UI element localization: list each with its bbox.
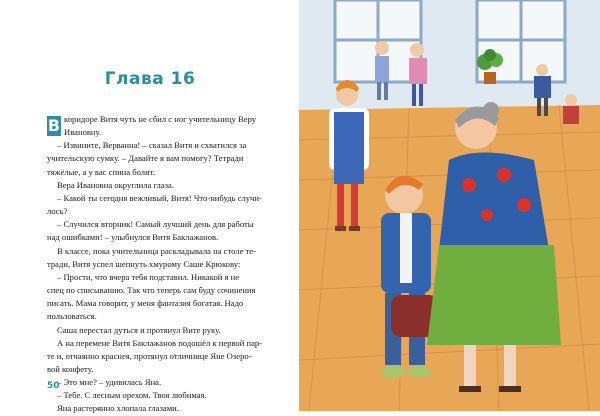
paragraph-line: пользоваться. bbox=[47, 311, 97, 322]
page-number: 50 bbox=[47, 381, 60, 391]
paragraph-line: писать. Мама говорит, у меня фантазия богатая. Надо bbox=[47, 298, 244, 309]
paragraph-line: вой конфету. bbox=[47, 363, 94, 374]
paragraph-line: лось? bbox=[47, 206, 68, 217]
drop-cap: В bbox=[47, 116, 61, 135]
paragraph-line: – Случился вторник! Самый лучший день для работы bbox=[57, 219, 254, 230]
text-page bbox=[0, 0, 298, 414]
paragraph-line: Ивановну. bbox=[64, 127, 102, 138]
paragraph-line: В классе, пока учительница раскладывала на столе те- bbox=[57, 245, 256, 256]
paragraph-line: над ошибками! – улыбнулся Витя Баклажанов. bbox=[47, 232, 219, 243]
paragraph-line: Саша перестал дуться и протянул Вите руку. bbox=[57, 324, 221, 335]
paragraph-line: А на перемене Витя Баклажанов подошёл к первой пар- bbox=[57, 337, 263, 348]
paragraph-line: Яна растерянно хлопала глазами. bbox=[57, 403, 179, 414]
paragraph-line: те и, отчаянно краснея, протянул отличнице Яне Озеро- bbox=[47, 350, 252, 361]
boy-background-2 bbox=[563, 94, 579, 124]
paragraph-line: – Тебе. С лесным орехом. Твоя любимая. bbox=[57, 390, 207, 401]
paragraph-line: спец по списыванию. Так что теперь сам буду сочинения bbox=[47, 285, 256, 296]
paragraph-line: – Прости, что вчера тебя подставил. Никакой я не bbox=[57, 271, 240, 282]
paragraph-line: Вера Ивановна округлила глаза. bbox=[57, 179, 175, 190]
chapter-title: Глава 16 bbox=[104, 69, 196, 89]
paragraph-line: тради, Витя успел шепнуть хмурому Саше Крюкову: bbox=[47, 258, 241, 269]
paragraph-line: тяжёлые, а у вас спина болит. bbox=[47, 166, 155, 177]
chapter-body bbox=[47, 113, 283, 416]
paragraph-line: – Извините, Верванна! – сказал Витя и схватился за bbox=[57, 140, 247, 151]
paragraph-line: учительскую сумку. – Давайте я вам помогу? Тетради bbox=[47, 153, 244, 164]
paragraph-line: – Это мне? – удивилась Яна. bbox=[57, 377, 162, 388]
paragraph-line: – Какой ты сегодня вежливый, Витя! Что-нибудь случи- bbox=[57, 192, 262, 203]
illustration bbox=[299, 0, 600, 411]
window-right bbox=[477, 0, 565, 82]
paragraph-line: В коридоре Витя чуть не сбил с ног учительницу Веру bbox=[47, 114, 257, 135]
